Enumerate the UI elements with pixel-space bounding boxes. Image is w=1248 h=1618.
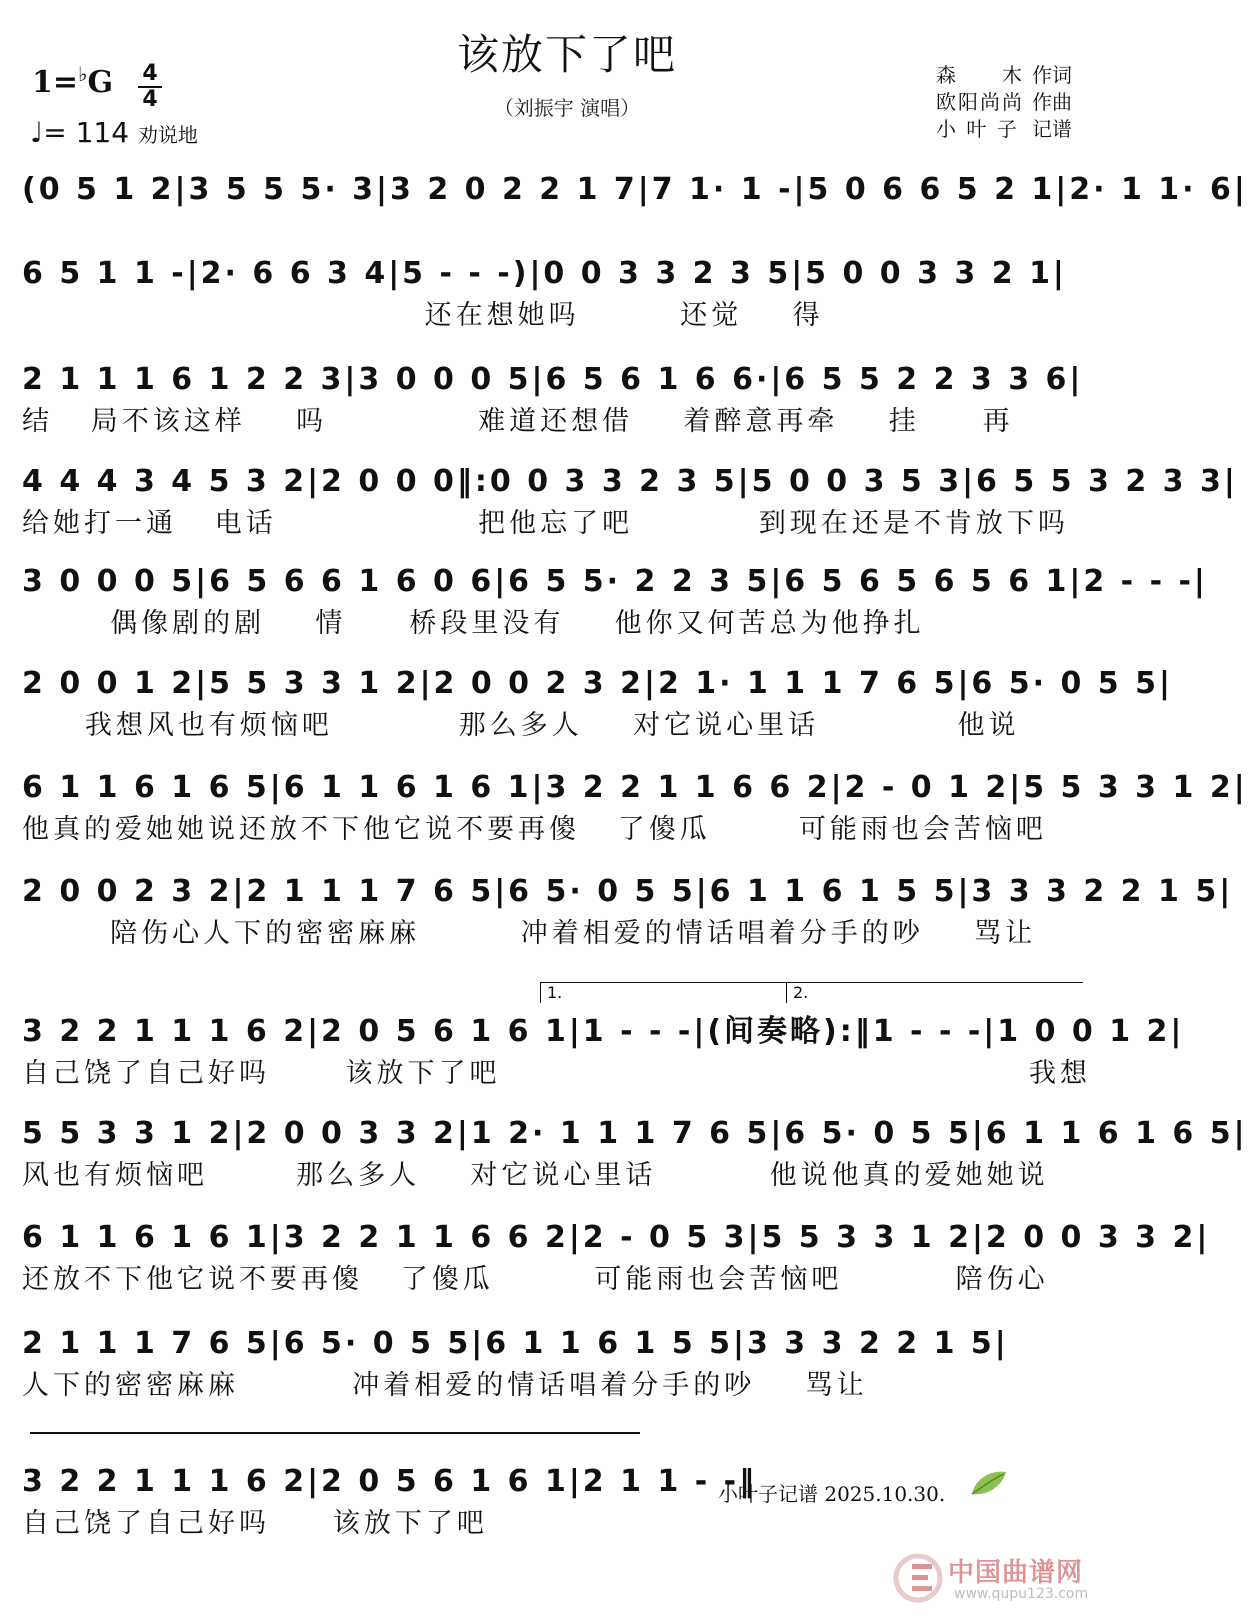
score-line-4 [22,460,1238,544]
notation-row: 4 4 4 3 4 5 3 2|2 0 0 0‖:0 0 3 3 2 3 5|5 0 0 3 5 3|6 5 5 3 2 3 3| [22,464,1238,499]
score-line-7 [22,766,1248,850]
notation-row: 6 1 1 6 1 6 1|3 2 2 1 1 6 6 2|2 - 0 5 3|5 5 3 3 1 2|2 0 0 3 3 2| [22,1220,1211,1255]
credit-transcriber: 小 叶 子 记谱 [936,117,1072,141]
score-line-3 [22,358,1086,442]
score-line-10 [22,1112,1248,1196]
lyrics-row: 自己饶了自己好吗 该放下了吧 我想 [22,1058,1091,1089]
time-signature: 4 4 [138,62,162,112]
score-line-5 [22,560,1208,644]
notation-row: 3 2 2 1 1 1 6 2|2 0 5 6 1 6 1|1 - - -|(间奏略):‖1 - - -|1 0 0 1 2| [22,1014,1185,1049]
key-signature: 1=♭G [32,62,114,100]
volta-second-ending: 2. [786,982,1083,1003]
quarter-note-icon: ♩ [30,116,44,149]
score-line-8 [22,870,1234,954]
lyrics-row: 还在想她吗 还觉 得 [22,300,824,331]
notation-row: 3 0 0 0 5|6 5 6 6 1 6 0 6|6 5 5· 2 2 3 5|6 5 6 5 6 5 6 1|2 - - -| [22,564,1208,599]
score-line-6 [22,662,1173,746]
credit-composer: 欧阳尚尚 作曲 [936,90,1072,114]
lyrics-row: 还放不下他它说不要再傻 了傻瓜 可能雨也会苦恼吧 陪伤心 [22,1264,1049,1295]
notation-row: 3 2 2 1 1 1 6 2|2 0 5 6 1 6 1|2 1 1 - -‖ [22,1464,758,1499]
credits [936,62,1072,143]
notation-row: 2 1 1 1 7 6 5|6 5· 0 5 5|6 1 1 6 1 5 5|3 3 3 2 2 1 5| [22,1326,1009,1361]
lyrics-row: 人下的密密麻麻 冲着相爱的情话唱着分手的吵 骂让 [22,1370,868,1401]
notation-row: 2 0 0 1 2|5 5 3 3 1 2|2 0 0 2 3 2|2 1· 1 1 1 7 6 5|6 5· 0 5 5| [22,666,1173,701]
lyrics-row: 他真的爱她她说还放不下他它说不要再傻 了傻瓜 可能雨也会苦恼吧 [22,814,1047,845]
watermark-logo-icon [892,1550,942,1606]
score-line-11 [22,1216,1211,1300]
score-line-9 [22,1010,1185,1094]
lyrics-row: 我想风也有烦恼吧 那么多人 对它说心里话 他说 [22,710,1020,741]
tempo-mood: 劝说地 [137,123,198,147]
singer-credit: （刘振宇 演唱） [493,96,641,120]
transcription-date: 小叶子记谱 2025.10.30. [718,1482,946,1506]
notation-row: 6 5 1 1 -|2· 6 6 3 4|5 - - -)|0 0 3 3 2 3 5|5 0 0 3 3 2 1| [22,256,1067,291]
notation-row: 2 1 1 1 6 1 2 2 3|3 0 0 0 5|6 5 6 1 6 6·|6 5 5 2 2 3 3 6| [22,362,1084,397]
credit-lyricist: 森 木 作词 [936,63,1072,87]
notation-row: 5 5 3 3 1 2|2 0 0 3 3 2|1 2· 1 1 1 7 6 5|6 5· 0 5 5|6 1 1 6 1 6 5| [22,1116,1248,1151]
score-line-12 [22,1322,1086,1406]
watermark-url: www.qupu123.com [954,1586,1089,1602]
score-line-2 [22,252,1086,336]
watermark-name: 中国曲谱网 [948,1558,1084,1588]
notation-row: 2 0 0 2 3 2|2 1 1 1 7 6 5|6 5· 0 5 5|6 1 1 6 1 5 5|3 3 3 2 2 1 5| [22,874,1234,909]
score-line-1 [22,168,1248,252]
tempo-marking: ♩= 114 劝说地 [30,116,198,149]
lyrics-row: 结 局不该这样 吗 难道还想借 着醉意再牵 挂 再 [22,406,1014,437]
score-line-13 [22,1460,758,1544]
song-title: 该放下了吧 [456,30,677,79]
site-watermark [892,1550,1132,1610]
repeat-bracket-line [30,1432,640,1434]
lyrics-row: 给她打一通 电话 把他忘了吧 到现在还是不肯放下吗 [22,508,1069,539]
notation-row: (0 5 1 2|3 5 5 5· 3|3 2 0 2 2 1 7|7 1· 1 -|5 0 6 6 5 2 1|2· 1 1· 6| [22,172,1248,207]
lyrics-row [22,212,1086,252]
notation-row: 6 1 1 6 1 6 5|6 1 1 6 1 6 1|3 2 2 1 1 6 6 2|2 - 0 1 2|5 5 3 3 1 2| [22,770,1248,805]
leaf-icon [968,1468,1008,1498]
lyrics-row: 自己饶了自己好吗 该放下了吧 [22,1508,488,1539]
volta-first-ending: 1. [540,982,787,1003]
lyrics-row: 风也有烦恼吧 那么多人 对它说心里话 他说他真的爱她她说 [22,1160,1049,1191]
lyrics-row: 陪伤心人下的密密麻麻 冲着相爱的情话唱着分手的吵 骂让 [22,918,1037,949]
lyrics-row: 偶像剧的剧 情 桥段里没有 他你又何苦总为他挣扎 [22,608,925,639]
